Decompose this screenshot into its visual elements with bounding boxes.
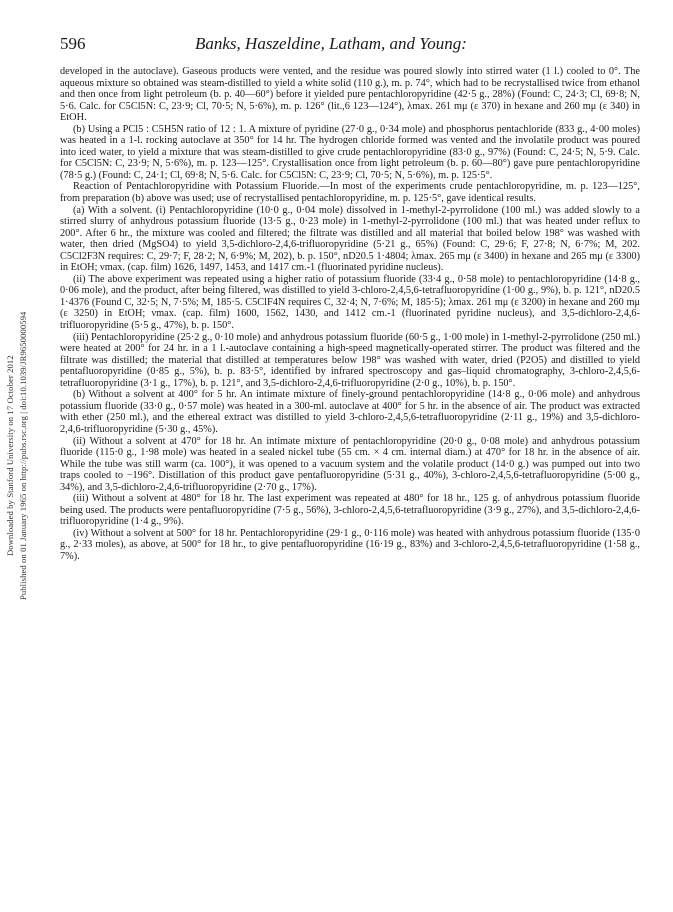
page-header <box>60 34 640 56</box>
paragraph-nosolvent-400: (b) Without a solvent at 400° for 5 hr. An intimate mixture of finely-ground pentachloropyridine (14·8 g., 0·06 mole) and anhydrous potassium fluoride (33·0 g., 0·57 mole) was heated in a 300-ml. autoclave at 400° for 5 hr. in the absence of air. The product was extracted with ether (250 ml.), and the ethereal extract was distilled to yield 3-chloro-2,4,5,6-tetrafluoropyridine (2·11 g., 19%) and 3,5-dichloro-2,4,6-trifluoropyridine (5·30 g., 45%). <box>60 389 640 435</box>
paragraph-nosolvent-470: (ii) Without a solvent at 470° for 18 hr. An intimate mixture of pentachloropyridine (20·0 g., 0·08 mole) and anhydrous potassium fluoride (115·0 g., 1·98 mole) was heated in a sealed nickel tube (55 cm. × 4 cm. internal diam.) at 470° for 18 hr. in the absence of air. While the tube was still warm (ca. 100°), it was opened to a vacuum system and the volatile product (14·0 g.) was pumped out into two traps cooled to −196°. Distillation of this product gave pentafluoropyridine (5·31 g., 40%), 3-chloro-2,4,5,6-tetrafluoropyridine (5·00 g., 34%), and 3,5-dichloro-2,4,6-trifluoropyridine (2·70 g., 17%). <box>60 435 640 493</box>
download-notice: Downloaded by Stanford University on 17 October 2012 <box>5 355 15 557</box>
paragraph-nosolvent-480: (iii) Without a solvent at 480° for 18 hr. The last experiment was repeated at 480° for 18 hr., 125 g. of anhydrous potassium fluoride being used. The products were pentafluoropyridine (7·5 g., 56%), 3-chloro-2,4,5,6-tetrafluoropyridine (3·9 g., 27%), and 3,5-dichloro-2,4,6-trifluoropyridine (1·4 g., 9%). <box>60 493 640 528</box>
page-number: 596 <box>60 34 86 53</box>
paragraph-solvent-ii: (ii) The above experiment was repeated using a higher ratio of potassium fluoride (33·4 g., 0·58 mole) to pentachloropyridine (14·8 g., 0·06 mole), and the product, after being filtered, was distilled to yield 3-chloro-2,4,5,6-tetrafluoropyridine (1·00 g., 9%), b. p. 121°, nD20.5 1·4376 (Found C, 32·5; N, 7·5%; M, 185·5. C5ClF4N requires C, 32·4; N, 7·6%; M, 185·5); λmax. 261 mμ (ε 3200) in hexane and 260 mμ (ε 3250) in EtOH; νmax. (cap. film) 1600, 1562, 1430, and 1412 cm.-1 (fluorinated pyridine nucleus), and 3,5-dichloro-2,4,6-trifluoropyridine (5·5 g., 47%), b. p. 150°. <box>60 273 640 332</box>
publication-notice: Published on 01 January 1965 on http://pubs.rsc.org | doi:10.1039/JR9650000594 <box>18 311 28 601</box>
paragraph-solvent-iii: (iii) Pentachloropyridine (25·2 g., 0·10 mole) and anhydrous potassium fluoride (60·5 g., 1·00 mole) in 1-methyl-2-pyrrolidone (250 ml.) were heated at 200° for 24 hr. in a 1 l.-autoclave containing a high-speed magnetically-operated stirrer. The product was filtered and the filtrate was distilled; the material that distilled at temperatures below 198° was washed with water, dried (P2O5) and distilled to yield pentafluoropyridine (0·85 g., 5%), b. p. 83·5°, identified by infrared spectroscopy and gas–liquid chromatography, 3-chloro-2,4,5,6-tetrafluoropyridine (3·1 g., 17%), b. p. 121°, and 3,5-dichloro-2,4,6-trifluoropyridine (2·0 g., 10%), b. p. 150°. <box>60 331 640 389</box>
paragraph-continuation: developed in the autoclave). Gaseous products were vented, and the residue was poured slowly into stirred water (1 l.) cooled to 0°. The aqueous mixture so obtained was steam-distilled to yield a white solid (110 g.), m. p. 74°, which had to be recrystallised twice from ethanol and then once from light petroleum (b. p. 40—60°) before it yielded pure pentachloropyridine (42·5 g., 28%) (Found: C, 24·3; Cl, 69·8; N, 5·6. Calc. for C5Cl5N: C, 23·9; Cl, 70·5; N, 5·6%), m. p. 126° (lit.,6 123—124°), λmax. 261 mμ (ε 370) in hexane and 260 mμ (ε 340) in EtOH. <box>60 66 640 124</box>
paragraph-reaction-heading: Reaction of Pentachloropyridine with Potassium Fluoride.—In most of the experiments crude pentachloropyridine, m. p. 123—125°, from preparation (b) above was used; use of recrystallised pentachloropyridine, m. p. 125·5°, gave identical results. <box>60 181 640 205</box>
paragraph-method-b: (b) Using a PCl5 : C5H5N ratio of 12 : 1. A mixture of pyridine (27·0 g., 0·34 mole) and phosphorus pentachloride (833 g., 4·00 moles) was heated in a 1-l. rocking autoclave at 350° for 14 hr. The hydrogen chloride formed was vented and the involatile product was poured into iced water, to yield a mixture that was steam-distilled to give crude pentachloropyridine (83·0 g., 97%) (Found: C, 24·5; N, 5·9. Calc. for C5Cl5N: C, 23·9; N, 5·6%), m. p. 123—125°. Crystallisation once from light petroleum (b. p. 60—80°) gave pure pentachloropyridine (78·5 g.) (Found: C, 24·1; Cl, 69·8; N, 5·6. Calc. for C5Cl5N: C, 23·9; Cl, 70·5; N, 5·6%), m. p. 125·5°. <box>60 123 640 181</box>
running-title: Banks, Haszeldine, Latham, and Young: <box>195 34 467 53</box>
paragraph-nosolvent-500: (iv) Without a solvent at 500° for 18 hr. Pentachloropyridine (29·1 g., 0·116 mole) was heated with anhydrous potassium fluoride (135·0 g., 2·33 moles), as above, at 500° for 18 hr., to give pentafluoropyridine (16·19 g., 83%) and 3-chloro-2,4,5,6-tetrafluoropyridine (1·58 g., 7%). <box>60 527 640 562</box>
article-body <box>60 66 640 563</box>
paragraph-solvent-i: (a) With a solvent. (i) Pentachloropyridine (10·0 g., 0·04 mole) dissolved in 1-methyl-2-pyrrolidone (100 ml.) was added slowly to a stirred slurry of anhydrous potassium fluoride (13·5 g., 0·23 mole) in 1-methyl-2-pyrrolidone (100 ml.) that was heated under reflux to 200°. After 6 hr., the mixture was cooled and filtered; the filtrate was distilled and all material that boiled below 198° was washed with water, then dried (MgSO4) to yield 3,5-dichloro-2,4,6-trifluoropyridine (5·21 g., 65%) (Found: C, 29·6; F, 27·8; N, 6·7%; M, 202. C5Cl2F3N requires: C, 29·7; F, 28·2; N, 6·9%; M, 202), b. p. 150°, nD20.5 1·4804; λmax. 265 mμ (ε 3400) in hexane and 265 mμ (ε 3300) in EtOH; νmax. (cap. film) 1626, 1497, 1453, and 1417 cm.-1 (fluorinated pyridine nucleus). <box>60 204 640 274</box>
